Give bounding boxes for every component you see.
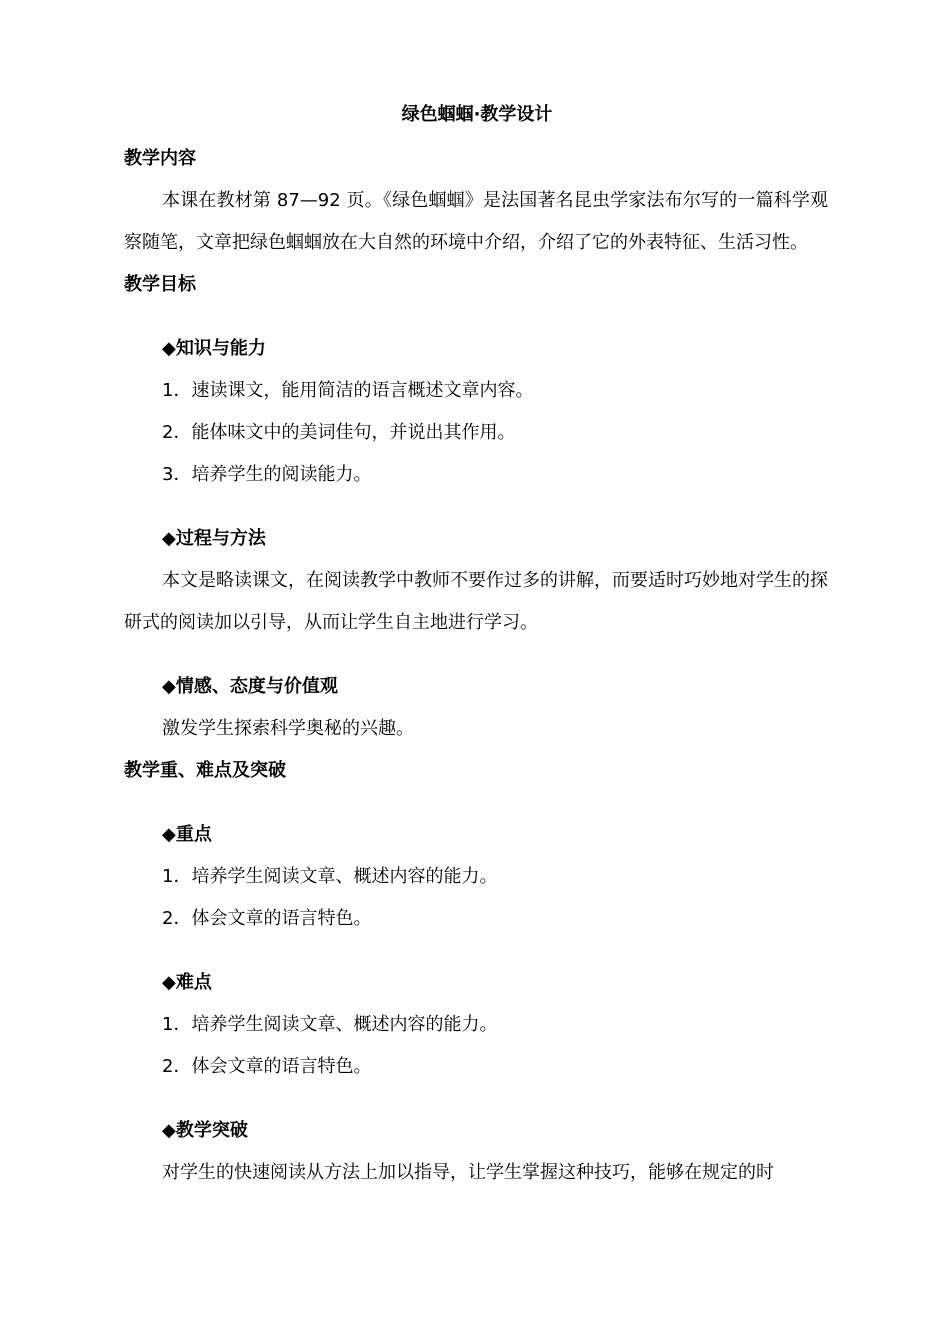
- list-item: 1．培养学生阅读文章、概述内容的能力。: [162, 866, 498, 887]
- subheading-breakthrough: ◆教学突破: [162, 1120, 248, 1141]
- list-item: 1．培养学生阅读文章、概述内容的能力。: [162, 1014, 498, 1035]
- subheading-knowledge-ability: ◆知识与能力: [162, 338, 266, 359]
- subheading-difficulties: ◆难点: [162, 972, 212, 993]
- list-item: 1．速读课文，能用简洁的语言概述文章内容。: [162, 380, 534, 401]
- list-item: 3．培养学生的阅读能力。: [162, 464, 372, 485]
- list-item: 2．体会文章的语言特色。: [162, 908, 372, 929]
- document-title: 绿色蝈蝈·教学设计: [401, 104, 553, 125]
- subheading-emotion-values: ◆情感、态度与价值观: [162, 676, 338, 697]
- list-item: 2．能体味文中的美词佳句，并说出其作用。: [162, 422, 516, 443]
- heading-key-difficult-points: 教学重、难点及突破: [124, 760, 286, 781]
- paragraph-process-method: 本文是略读课文，在阅读教学中教师不要作过多的讲解，而要适时巧妙地对学生的探研式的阅读加以引导，从而让学生自主地进行学习。: [124, 570, 828, 633]
- paragraph-teaching-content: 本课在教材第 87—92 页。《绿色蝈蝈》是法国著名昆虫学家法布尔写的一篇科学观察随笔，文章把绿色蝈蝈放在大自然的环境中介绍，介绍了它的外表特征、生活习性。: [124, 190, 828, 253]
- paragraph-emotion-values: 激发学生探索科学奥秘的兴趣。: [162, 718, 414, 739]
- document-body: [124, 96, 828, 1194]
- subheading-key-points: ◆重点: [162, 824, 212, 845]
- list-item: 2．体会文章的语言特色。: [162, 1056, 372, 1077]
- heading-teaching-goals: 教学目标: [124, 274, 196, 295]
- heading-teaching-content: 教学内容: [124, 148, 196, 169]
- subheading-process-method: ◆过程与方法: [162, 528, 266, 549]
- paragraph-breakthrough: 对学生的快速阅读从方法上加以指导，让学生掌握这种技巧，能够在规定的时: [162, 1162, 774, 1183]
